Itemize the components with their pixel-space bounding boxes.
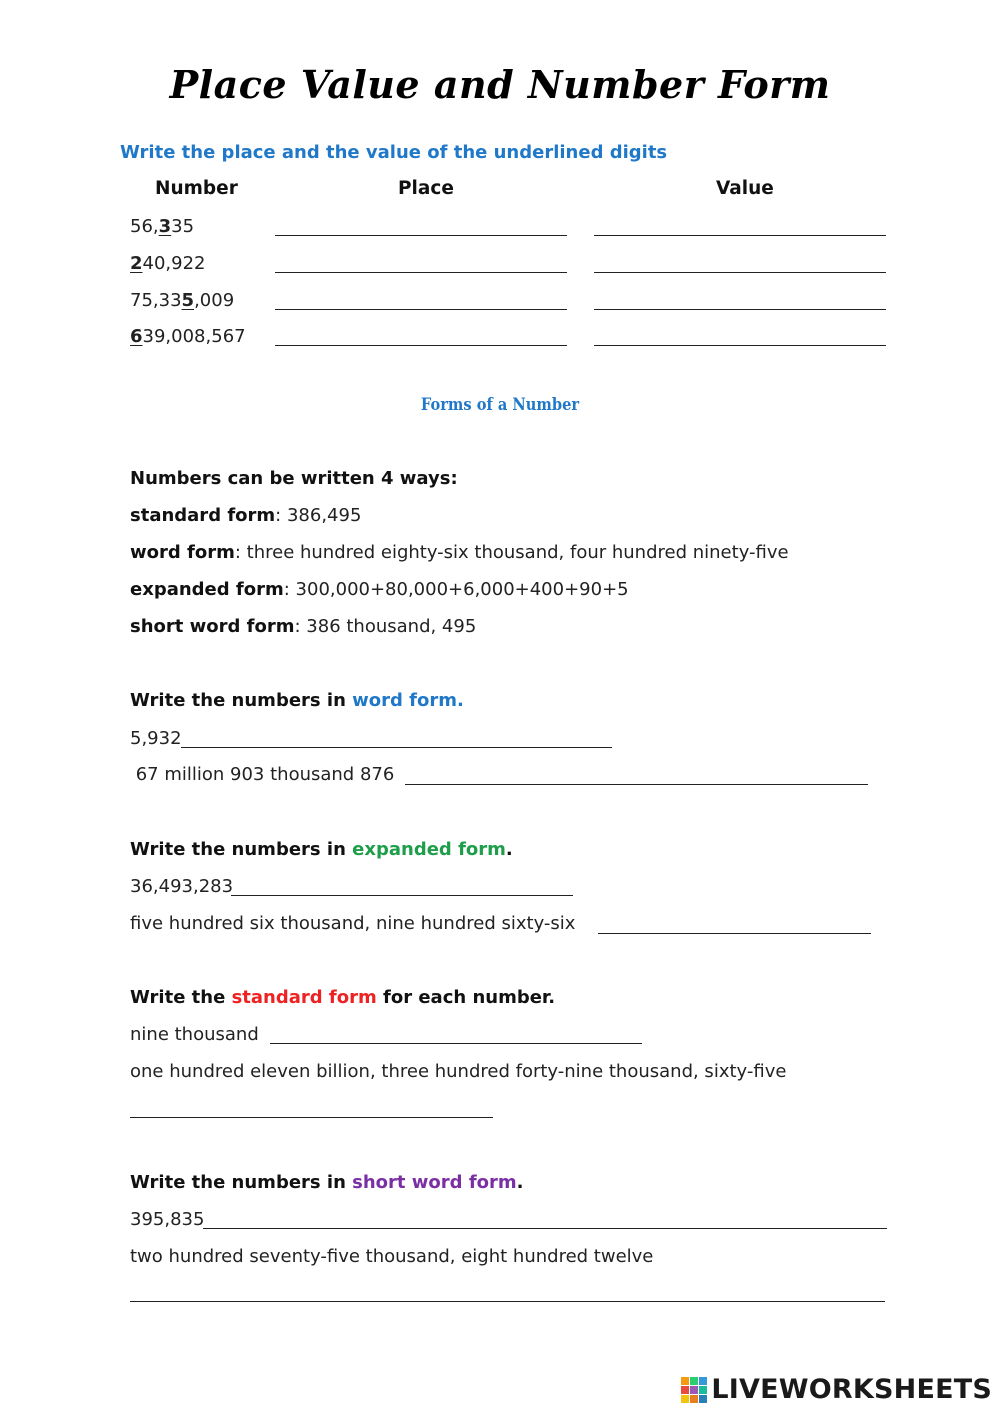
number-suffix: ,009 [194, 290, 235, 311]
heading-highlight: standard form [231, 987, 377, 1008]
word-item-1: 5,932 [130, 728, 182, 749]
heading-text: Write the [130, 987, 232, 1008]
expanded-item-2: five hundred six thousand, nine hundred sixty-six [130, 913, 582, 934]
place-answer-line-2[interactable] [275, 272, 567, 273]
header-place: Place [398, 178, 454, 199]
value-answer-line-4[interactable] [594, 345, 886, 346]
standard-item-2: one hundred eleven billion, three hundred forty-nine thousand, sixty-five [130, 1061, 787, 1082]
place-answer-line-4[interactable] [275, 345, 567, 346]
number-row-4 [130, 326, 246, 347]
form-text: : 300,000+80,000+6,000+400+90+5 [283, 579, 629, 600]
expanded-section-heading [130, 839, 513, 860]
form-text: : 386,495 [275, 505, 362, 526]
number-suffix: 39,008,567 [142, 326, 246, 347]
section1-instruction: Write the place and the value of the underlined digits [120, 142, 668, 163]
underlined-digit: 3 [158, 216, 172, 237]
value-answer-line-2[interactable] [594, 272, 886, 273]
underlined-digit: 6 [130, 326, 143, 347]
place-answer-line-1[interactable] [275, 235, 567, 236]
liveworksheets-logo [681, 1374, 992, 1405]
form-example-short-word [130, 616, 476, 637]
heading-highlight: short word form [352, 1172, 517, 1193]
heading-highlight: word form. [352, 690, 464, 711]
expanded-item-1: 36,493,283 [130, 876, 234, 897]
form-example-standard [130, 505, 361, 526]
form-text: : three hundred eighty-six thousand, four hundred ninety-five [234, 542, 789, 563]
number-prefix: 75,33 [130, 290, 182, 311]
standard-section-heading [130, 987, 555, 1008]
underlined-digit: 5 [181, 290, 195, 311]
header-number: Number [155, 178, 238, 199]
form-label: expanded form [130, 579, 284, 600]
value-answer-line-3[interactable] [594, 309, 886, 310]
standard-answer-line-2[interactable] [130, 1117, 493, 1118]
short-item-1: 395,835 [130, 1209, 205, 1230]
underlined-digit: 2 [130, 253, 143, 274]
number-row-1 [130, 216, 194, 237]
number-row-2 [130, 253, 206, 274]
expanded-answer-line-1[interactable] [231, 895, 573, 896]
heading-text: Write the numbers in [130, 690, 353, 711]
short-section-heading [130, 1172, 524, 1193]
word-answer-line-1[interactable] [181, 747, 612, 748]
expanded-answer-line-2[interactable] [598, 933, 871, 934]
standard-item-1: nine thousand [130, 1024, 259, 1045]
form-example-expanded [130, 579, 629, 600]
short-item-2: two hundred seventy-five thousand, eight hundred twelve [130, 1246, 654, 1267]
value-answer-line-1[interactable] [594, 235, 886, 236]
word-section-heading [130, 690, 464, 711]
heading-highlight: expanded form [352, 839, 506, 860]
form-text: : 386 thousand, 495 [294, 616, 477, 637]
short-answer-line-2[interactable] [130, 1301, 885, 1302]
word-answer-line-2[interactable] [405, 784, 868, 785]
form-label: word form [130, 542, 235, 563]
page-title: Place Value and Number Form [169, 62, 831, 107]
header-value: Value [716, 178, 774, 199]
number-suffix: 35 [171, 216, 195, 237]
number-suffix: 40,922 [142, 253, 206, 274]
number-row-3 [130, 290, 234, 311]
heading-suffix: . [505, 839, 513, 860]
heading-text: Write the numbers in [130, 1172, 353, 1193]
heading-suffix: . [516, 1172, 524, 1193]
liveworksheets-logo-icon [681, 1377, 707, 1403]
word-item-2: 67 million 903 thousand 876 [130, 764, 401, 785]
logo-text: LIVEWORKSHEETS [711, 1374, 992, 1405]
standard-answer-line-1[interactable] [270, 1043, 642, 1044]
form-example-word [130, 542, 789, 563]
heading-suffix: for each number. [376, 987, 556, 1008]
place-answer-line-3[interactable] [275, 309, 567, 310]
form-label: standard form [130, 505, 276, 526]
forms-intro: Numbers can be written 4 ways: [130, 468, 458, 489]
forms-subtitle: Forms of a Number [420, 395, 580, 415]
number-prefix: 56, [130, 216, 159, 237]
form-label: short word form [130, 616, 295, 637]
heading-text: Write the numbers in [130, 839, 353, 860]
short-answer-line-1[interactable] [203, 1228, 887, 1229]
